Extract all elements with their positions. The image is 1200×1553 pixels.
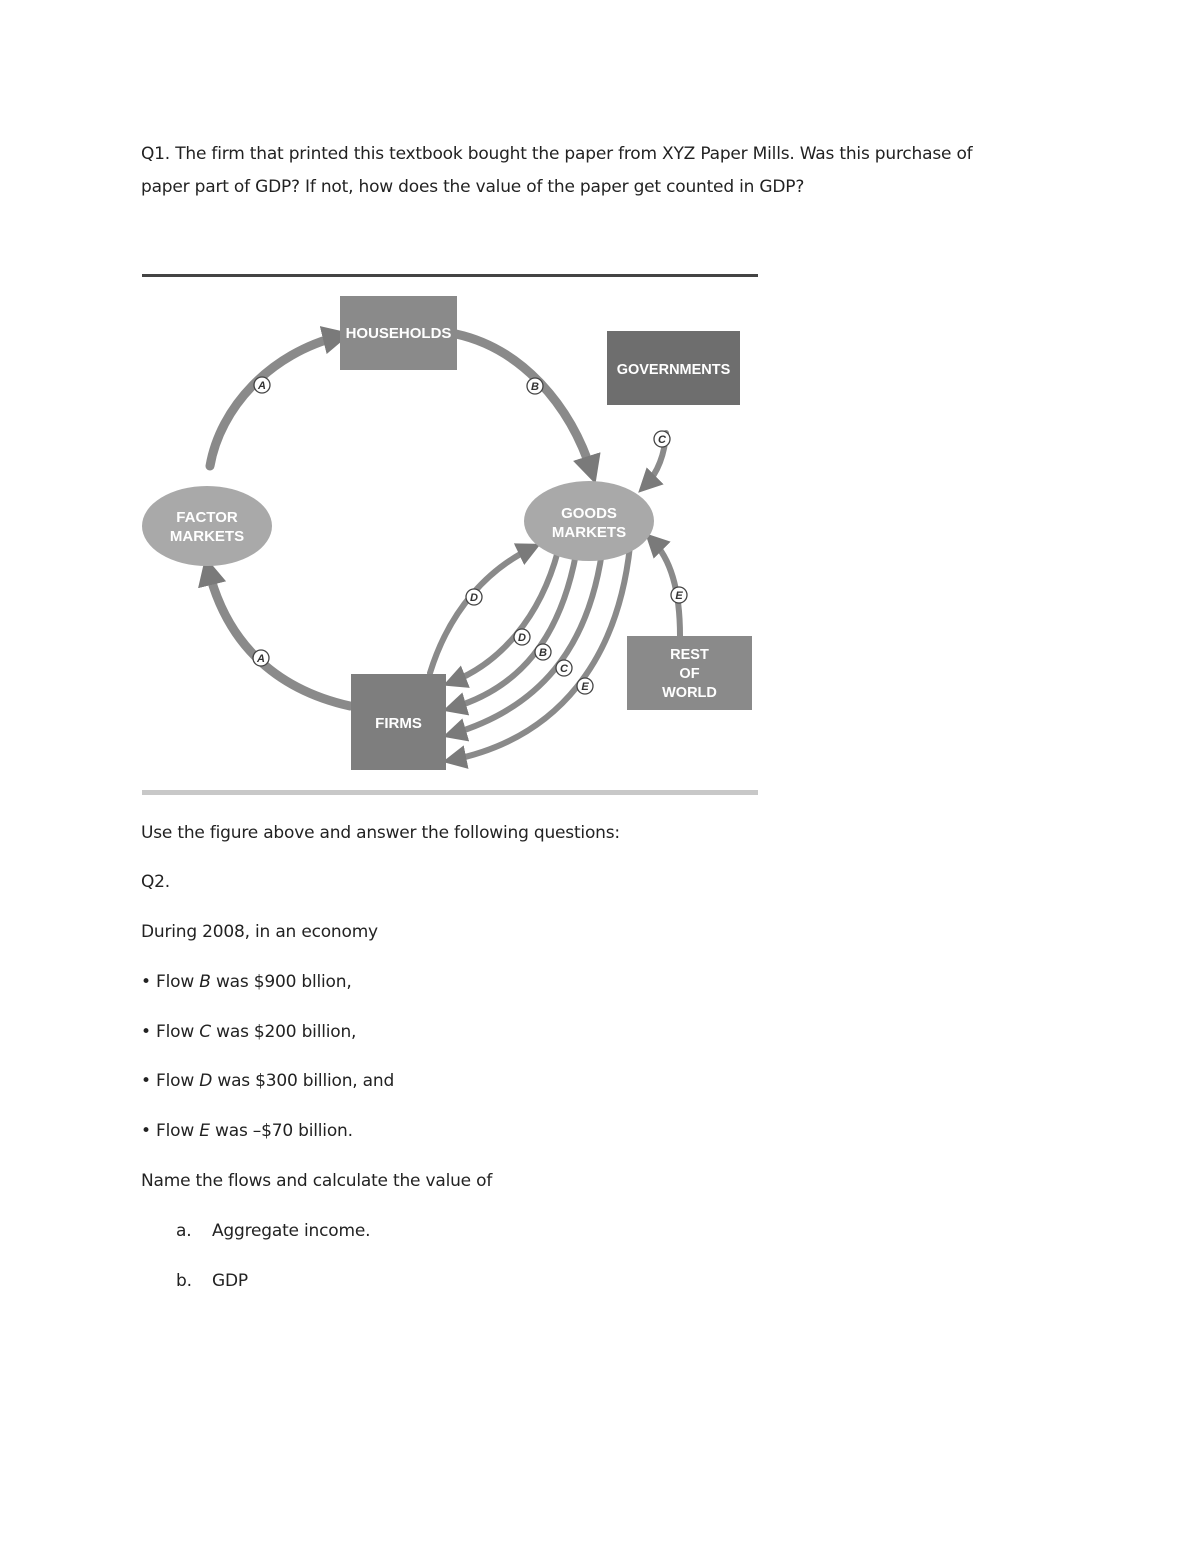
- question-1-line-1: Q1. The firm that printed this textbook bought the paper from XYZ Paper Mills. Was this purchase of: [141, 144, 973, 164]
- sub-question-text: Aggregate income.: [212, 1221, 371, 1241]
- question-2-intro: During 2008, in an economy: [141, 922, 378, 942]
- households-node: [340, 296, 457, 370]
- flow-badge-c-upper-text: C: [658, 434, 666, 446]
- flow-badge-c-upper: [654, 431, 670, 447]
- sub-question-a: [176, 1215, 370, 1248]
- flow-value: was $200 billion,: [210, 1022, 357, 1042]
- flow-letter: C: [199, 1022, 211, 1042]
- sub-question-b: [176, 1265, 248, 1298]
- flow-badge-d-lower: [514, 629, 530, 645]
- flow-prefix: Flow: [156, 1022, 200, 1042]
- governments-node: [607, 331, 740, 405]
- instructions-text: Use the figure above and answer the following questions:: [141, 823, 620, 843]
- flow-b-to-firms-arrow: [452, 554, 576, 708]
- circular-flow-diagram: [140, 268, 762, 800]
- flow-a-upper-arrow: [210, 336, 340, 466]
- firms-label: FIRMS: [375, 715, 422, 732]
- flow-badge-e-lower: [577, 678, 593, 694]
- flow-value: was –$70 billion.: [209, 1121, 353, 1141]
- flow-badge-c-lower: [556, 660, 572, 676]
- rest-of-world-label-line-3: WORLD: [662, 685, 717, 701]
- bottom-rule: [142, 790, 758, 795]
- flow-prefix: Flow: [156, 972, 200, 992]
- flow-badge-b-lower: [535, 644, 551, 660]
- flow-badge-e-upper: [671, 587, 687, 603]
- flow-item: [141, 966, 352, 999]
- list-marker: b.: [176, 1271, 192, 1291]
- flow-prefix: Flow: [156, 1071, 200, 1091]
- flow-item: [141, 1065, 394, 1098]
- flow-value: was $300 billion, and: [212, 1071, 395, 1091]
- firms-node: [351, 674, 446, 770]
- factor-markets-label-line-1: FACTOR: [176, 509, 238, 526]
- flow-b-upper-arrow: [456, 334, 592, 473]
- flow-badge-b-upper-text: B: [531, 381, 539, 393]
- flow-badge-d-upper: [466, 589, 482, 605]
- flow-d-investment-arrow: [430, 548, 532, 673]
- flow-badge-a-upper: [254, 377, 270, 393]
- factor-markets-node: [142, 486, 272, 566]
- rest-of-world-node: [627, 636, 752, 710]
- flow-letter: E: [199, 1121, 210, 1141]
- question-2-task: Name the flows and calculate the value of: [141, 1171, 493, 1191]
- sub-question-text: GDP: [212, 1271, 248, 1291]
- bullet: •: [141, 1071, 151, 1091]
- flow-value: was $900 bllion,: [210, 972, 352, 992]
- flow-prefix: Flow: [156, 1121, 200, 1141]
- flow-letter: D: [199, 1071, 213, 1091]
- households-label: HOUSEHOLDS: [345, 325, 452, 342]
- rest-of-world-label-line-2: OF: [679, 666, 700, 682]
- flow-letter: B: [199, 972, 211, 992]
- top-rule: [142, 274, 758, 277]
- bullet: •: [141, 1121, 151, 1141]
- question-2-heading: Q2.: [141, 872, 171, 892]
- bullet: •: [141, 1022, 151, 1042]
- flow-item: [141, 1115, 353, 1148]
- goods-markets-node: [524, 481, 654, 561]
- governments-label: GOVERNMENTS: [616, 362, 731, 378]
- question-1-line-2: paper part of GDP? If not, how does the value of the paper get counted in GDP?: [141, 177, 805, 197]
- question-1: [141, 138, 1061, 204]
- flow-a-lower-arrow: [208, 568, 350, 706]
- bullet: •: [141, 972, 151, 992]
- list-marker: a.: [176, 1221, 192, 1241]
- flow-badge-a-upper-text: A: [258, 380, 266, 392]
- flow-badge-e-lower-text: E: [581, 681, 589, 693]
- goods-markets-label-line-2: MARKETS: [551, 524, 627, 541]
- flow-item: [141, 1016, 356, 1049]
- flow-badge-c-lower-text: C: [560, 663, 568, 675]
- flow-d-to-firms-arrow: [452, 551, 558, 682]
- flow-badge-a-lower: [253, 650, 269, 666]
- factor-markets-label-line-2: MARKETS: [169, 528, 245, 545]
- flow-badge-d-lower-text: D: [518, 632, 526, 644]
- flow-badge-d-upper-text: D: [470, 592, 478, 604]
- flow-badge-b-upper: [527, 378, 543, 394]
- rest-of-world-label-line-1: REST: [670, 647, 709, 663]
- flow-badge-e-upper-text: E: [675, 590, 683, 602]
- flow-badge-b-lower-text: B: [539, 647, 547, 659]
- goods-markets-label-line-1: GOODS: [561, 505, 617, 522]
- flow-badge-a-lower-text: A: [257, 653, 265, 665]
